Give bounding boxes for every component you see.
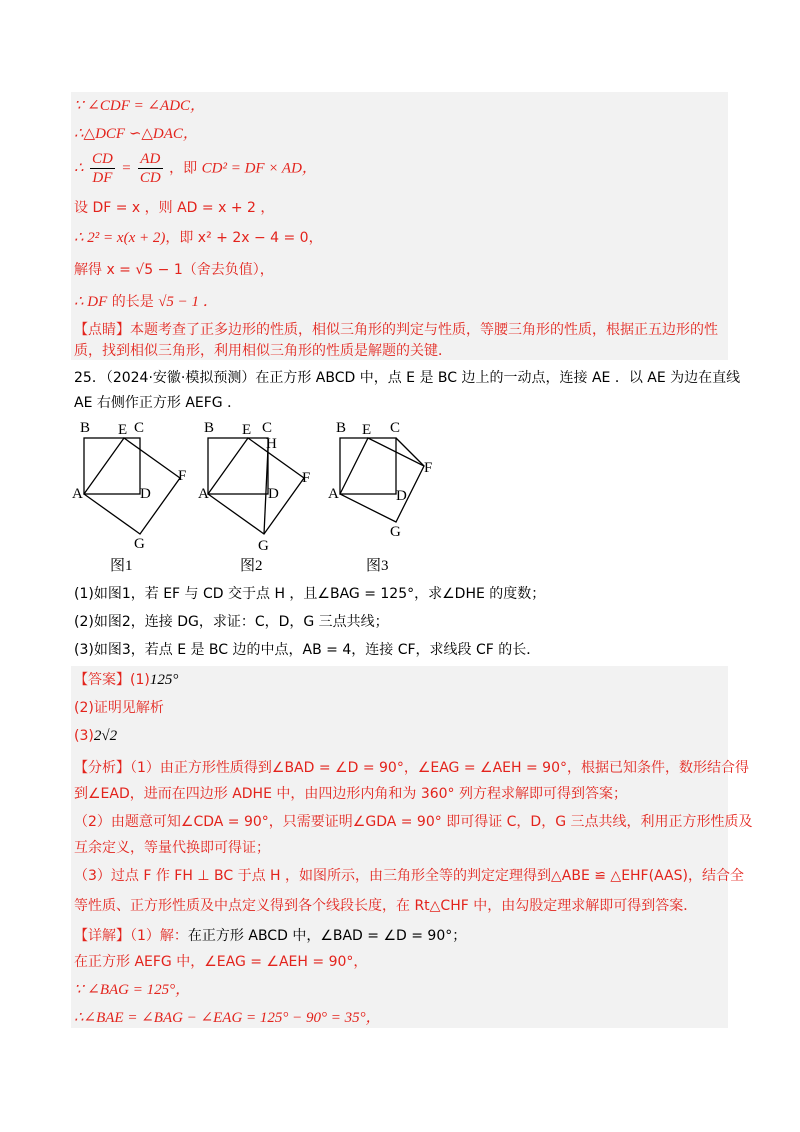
fig2-label-G: G (258, 538, 269, 554)
fig1-label-A: A (72, 486, 83, 502)
dianjing-line-1: 【点睛】本题考查了正多边形的性质，相似三角形的判定与性质，等腰三角形的性质，根据正五边形的性 (74, 322, 718, 338)
problem-line-2: AE 右侧作正方形 AEFG ． (74, 395, 242, 411)
question-2: (2)如图2，连接 DG，求证：C，D，G 三点共线； (74, 614, 389, 630)
fig2-label-B: B (204, 420, 215, 436)
analysis-line-6: 等性质、正方形性质及中点定义得到各个线段长度，在 Rt△CHF 中，由勾股定理求解即可得到答案． (74, 898, 698, 914)
fig2-label-H: H (266, 436, 277, 452)
fig1-label-E: E (118, 422, 128, 438)
fig1-label-B: B (80, 420, 91, 436)
fig1-label-G: G (134, 536, 145, 552)
figure-2-svg (196, 418, 326, 578)
detail-line-4: ∴∠BAE = ∠BAG − ∠EAG = 125° − 90° = 35°， (74, 1010, 381, 1026)
fraction-ad-cd: $\frac{AD}{CD}$ (139, 151, 161, 186)
question-1: (1)如图1，若 EF 与 CD 交于点 H ，且∠BAG = 125°，求∠DHE 的度数； (74, 586, 546, 602)
detail-line-2: 在正方形 AEFG 中，∠EAG = ∠AEH = 90°， (74, 954, 368, 970)
answer-line-2: (2)证明见解析 (74, 700, 164, 716)
fig2-label-A: A (198, 486, 209, 502)
figure-3-svg (326, 418, 456, 578)
fig3-label-A: A (328, 486, 339, 502)
fig1-label-D: D (140, 486, 151, 502)
fig3-label-B: B (336, 420, 347, 436)
analysis-line-5: （3）过点 F 作 FH ⊥ BC 于点 H ，如图所示，由三角形全等的判定定理得到△ABE ≌ △EHF(AAS)，结合全 (74, 868, 744, 884)
solution-line-2: ∴△DCF ∽△DAC， (74, 126, 198, 142)
fig3-caption: 图3 (366, 558, 389, 574)
fig1-caption: 图1 (110, 558, 133, 574)
fig1-label-C: C (134, 420, 145, 436)
fig2-label-F: F (302, 470, 311, 486)
fig2-caption: 图2 (240, 558, 263, 574)
solution-line-3: ∴ $\frac{CD}{DF}$ = $\frac{AD}{CD}$ ，即 CD² = DF × AD， (74, 151, 317, 186)
fig3-label-F: F (424, 460, 433, 476)
figure-3 (326, 418, 456, 582)
analysis-line-2: 到∠EAD，进而在四边形 ADHE 中，由四边形内角和为 360° 列方程求解即可得到答案； (74, 786, 628, 802)
detail-line-1: 【详解】（1）解：在正方形 ABCD 中，∠BAD = ∠D = 90°； (74, 928, 467, 944)
fig1-label-F: F (178, 468, 187, 484)
fig3-label-D: D (396, 488, 407, 504)
solution-line-4: 设 DF = x ，则 AD = x + 2 ， (74, 200, 275, 216)
solution-line-5: ∴ 2² = x(x + 2)，即 x² + 2x − 4 = 0， (74, 230, 323, 246)
analysis-line-3: （2）由题意可知∠CDA = 90°，只需要证明∠GDA = 90° 即可得证 C，D，G 三点共线，利用正方形性质及 (74, 814, 753, 830)
answer-line-3: (3)2√2 (74, 728, 118, 744)
fig3-label-E: E (362, 422, 372, 438)
solution-line-7: ∴ DF 的长是 √5 − 1 ． (74, 294, 218, 310)
fraction-cd-df: $\frac{CD}{DF}$ (92, 151, 113, 186)
question-3: (3)如图3，若点 E 是 BC 边的中点，AB = 4，连接 CF，求线段 CF 的长． (74, 642, 541, 658)
figure-1 (68, 418, 198, 582)
figure-1-svg (68, 418, 198, 578)
analysis-line-1: 【分析】（1）由正方形性质得到∠BAD = ∠D = 90°，∠EAG = ∠AEH = 90°，根据已知条件，数形结合得 (74, 760, 749, 776)
fig2-label-C: C (262, 420, 273, 436)
analysis-line-4: 互余定义，等量代换即可得证； (74, 840, 270, 856)
detail-line-3: ∵ ∠BAG = 125°， (74, 982, 191, 998)
solution-line-1: ∵ ∠CDF = ∠ADC， (74, 98, 206, 114)
fig3-label-G: G (390, 524, 401, 540)
fig2-label-D: D (268, 486, 279, 502)
fig2-label-E: E (242, 422, 252, 438)
figure-2 (196, 418, 326, 582)
dianjing-line-2: 质，找到相似三角形，利用相似三角形的性质是解题的关键． (74, 343, 452, 359)
problem-line-1: 25．（2024·安徽·模拟预测）在正方形 ABCD 中，点 E 是 BC 边上的一动点，连接 AE ．以 AE 为边在直线 (74, 370, 741, 386)
fig3-label-C: C (390, 420, 401, 436)
answer-line-1: 【答案】(1)125° (74, 672, 179, 688)
solution-line-6: 解得 x = √5 − 1（舍去负值）， (74, 262, 274, 278)
